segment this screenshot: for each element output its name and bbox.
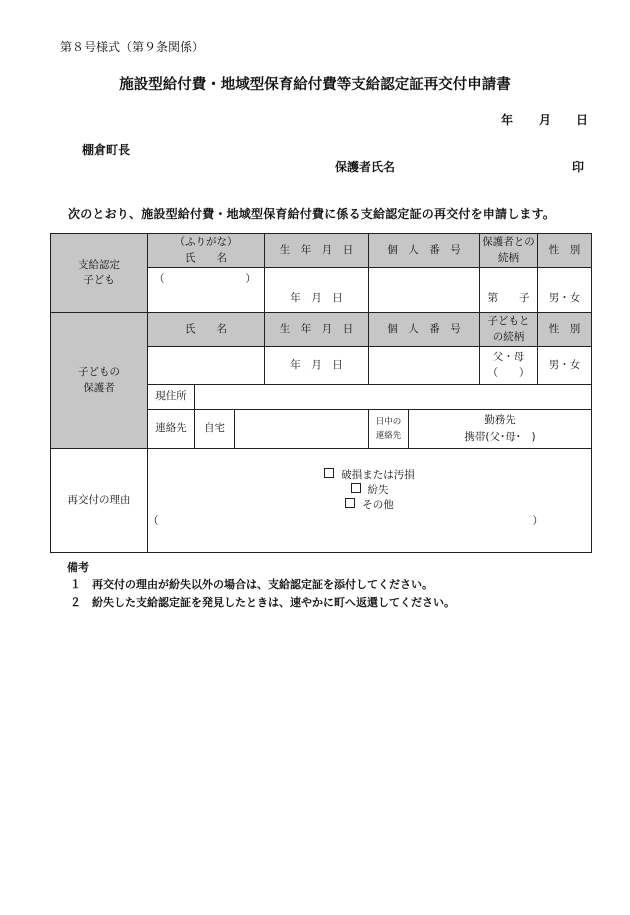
child-relation-header: 保護者との 続柄 xyxy=(480,234,538,268)
application-table xyxy=(50,233,592,553)
intro-text: 次のとおり、施設型給付費・地域型保育給付費に係る支給認定証の再交付を申請します。 xyxy=(68,207,556,221)
date-month-label: 月 xyxy=(539,113,552,127)
child-name-field[interactable]: （ ） xyxy=(148,268,265,313)
child-birthdate-header: 生 年 月 日 xyxy=(265,234,369,268)
checkbox-icon[interactable] xyxy=(324,468,334,478)
guardian-name-label: 保護者氏名 xyxy=(335,160,396,174)
child-birthdate-field[interactable]: 年 月 日 xyxy=(265,268,369,313)
guardian-personal-number-field[interactable] xyxy=(369,347,480,385)
address-label: 現住所 xyxy=(148,385,195,410)
contact-label: 連絡先 xyxy=(148,410,195,449)
guardian-gender-header: 性 別 xyxy=(538,313,592,347)
work-label: 勤務先 xyxy=(484,414,516,427)
date-year-label: 年 xyxy=(501,113,514,127)
home-phone-field[interactable] xyxy=(235,410,369,449)
guardian-birthdate-header: 生 年 月 日 xyxy=(265,313,369,347)
reason-options xyxy=(148,449,592,553)
form-number: 第８号様式（第９条関係） xyxy=(60,40,205,54)
document-title: 施設型給付費・地域型保育給付費等支給認定証再交付申請書 xyxy=(119,77,511,93)
guardian-relation-field[interactable]: 父・母 （ ） xyxy=(480,347,538,385)
notes-heading: 備考 xyxy=(67,561,89,574)
guardian-name-field[interactable] xyxy=(148,347,265,385)
addressee: 棚倉町長 xyxy=(82,143,131,157)
child-personal-number-header: 個 人 番 号 xyxy=(369,234,480,268)
reason-option-lost[interactable]: 紛失 xyxy=(148,483,591,498)
guardian-relation-header: 子どもと の続柄 xyxy=(480,313,538,347)
seal-mark: 印 xyxy=(572,160,585,174)
checkbox-icon[interactable] xyxy=(345,498,355,508)
daytime-contact-label: 日中の 連絡先 xyxy=(369,410,409,449)
home-label: 自宅 xyxy=(195,410,235,449)
child-gender-field[interactable]: 男・女 xyxy=(538,268,592,313)
guardian-name-header: 氏 名 xyxy=(148,313,265,347)
guardian-section-label: 子どもの 保護者 xyxy=(51,313,148,449)
reason-label: 再交付の理由 xyxy=(51,449,148,553)
guardian-personal-number-header: 個 人 番 号 xyxy=(369,313,480,347)
child-personal-number-field[interactable] xyxy=(369,268,480,313)
guardian-gender-field[interactable]: 男・女 xyxy=(538,347,592,385)
date-day-label: 日 xyxy=(576,113,589,127)
note-item-2: ２ 紛失した支給認定証を発見したときは、速やかに町へ返還してください。 xyxy=(70,596,455,609)
child-section-label: 支給認定 子ども xyxy=(51,234,148,313)
address-field[interactable] xyxy=(195,385,592,410)
child-name-header: （ふりがな） 氏 名 xyxy=(148,234,265,268)
reason-other-detail-field[interactable]: （ ） xyxy=(148,514,544,527)
reason-option-damage[interactable]: 破損または汚損 xyxy=(148,468,591,483)
reason-option-other[interactable]: その他 xyxy=(148,498,591,513)
note-item-1: １ 再交付の理由が紛失以外の場合は、支給認定証を添付してください。 xyxy=(70,578,433,591)
child-gender-header: 性 別 xyxy=(538,234,592,268)
daytime-contact-field[interactable] xyxy=(409,410,592,449)
child-relation-field[interactable]: 第 子 xyxy=(480,268,538,313)
guardian-birthdate-field[interactable]: 年 月 日 xyxy=(265,347,369,385)
mobile-label: 携帯(父･母･ ) xyxy=(464,431,536,443)
checkbox-icon[interactable] xyxy=(351,483,361,493)
